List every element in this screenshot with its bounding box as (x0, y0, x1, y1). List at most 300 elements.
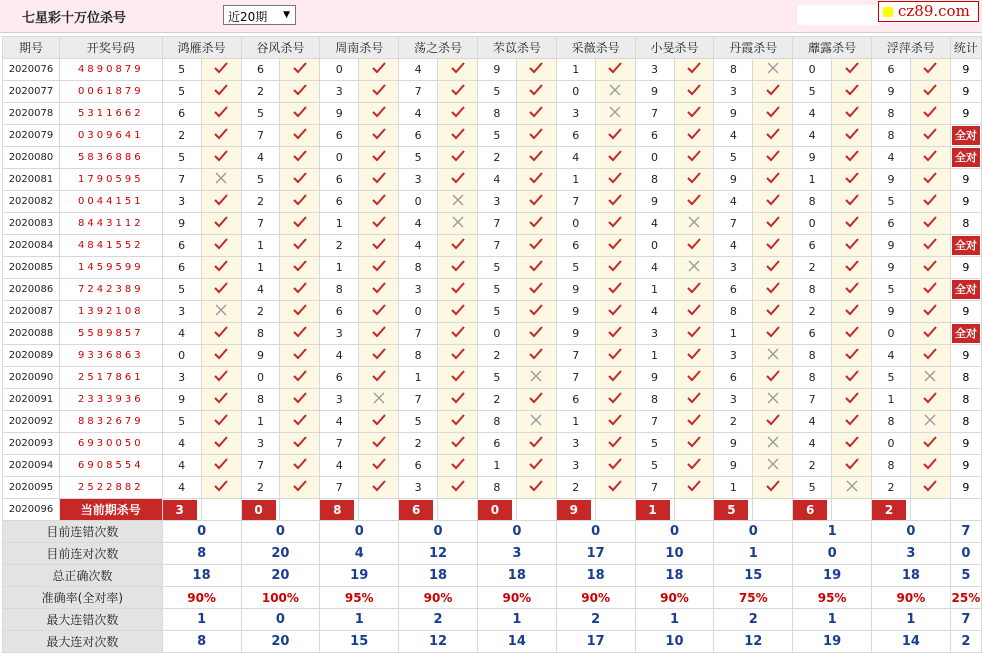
kill-value-cell: 0 (793, 213, 832, 235)
kill-value-cell: 0 (477, 323, 516, 345)
check-icon (450, 347, 466, 361)
result-mark-cell (516, 147, 556, 169)
summary-value: 14 (477, 631, 556, 653)
check-icon (450, 391, 466, 405)
kill-value-cell: 0 (635, 147, 674, 169)
result-mark-cell (359, 411, 399, 433)
result-mark-cell (753, 301, 793, 323)
kill-value-cell: 2 (477, 389, 516, 411)
kill-value-cell: 7 (556, 367, 595, 389)
result-mark-cell (438, 367, 478, 389)
result-mark-cell (359, 367, 399, 389)
check-icon (371, 281, 387, 295)
draw-number-cell: 2517861 (59, 367, 162, 389)
result-mark-cell (595, 455, 635, 477)
kill-value-cell: 8 (320, 279, 359, 301)
table-row (3, 81, 982, 103)
period-cell: 2020078 (3, 103, 60, 125)
col-expert-4: 荡之杀号 (399, 37, 478, 59)
kill-value-cell: 7 (241, 125, 280, 147)
kill-value-cell: 8 (872, 455, 911, 477)
result-mark-cell (359, 455, 399, 477)
period-cell: 2020088 (3, 323, 60, 345)
result-mark-cell (595, 125, 635, 147)
result-mark-cell (359, 477, 399, 499)
check-icon (292, 171, 308, 185)
summary-value: 95% (320, 587, 399, 609)
result-mark-cell (674, 455, 714, 477)
kill-value-cell: 7 (320, 433, 359, 455)
result-mark-cell (438, 279, 478, 301)
result-mark-cell (595, 257, 635, 279)
stat-cell (950, 433, 981, 455)
result-mark-cell (280, 301, 320, 323)
result-mark-cell (753, 389, 793, 411)
kill-value-cell: 1 (635, 345, 674, 367)
result-mark-cell (832, 103, 872, 125)
result-mark-cell (201, 455, 241, 477)
check-icon (292, 347, 308, 361)
result-mark-cell (674, 279, 714, 301)
summary-label: 目前连错次数 (3, 521, 163, 543)
kill-value-cell: 5 (556, 257, 595, 279)
col-period: 期号 (3, 37, 60, 59)
kill-value-cell: 5 (399, 147, 438, 169)
check-icon (371, 325, 387, 339)
current-kill-badge: 0 (242, 500, 276, 520)
result-mark-cell (910, 455, 950, 477)
summary-label: 目前连对次数 (3, 543, 163, 565)
check-icon (292, 303, 308, 317)
summary-label: 总正确次数 (3, 565, 163, 587)
result-mark-cell (516, 59, 556, 81)
result-mark-cell (832, 389, 872, 411)
kill-value-cell: 4 (714, 191, 753, 213)
result-mark-cell (674, 411, 714, 433)
stat-cell (950, 81, 981, 103)
result-mark-cell (595, 433, 635, 455)
check-icon (213, 237, 229, 251)
result-mark-cell (753, 455, 793, 477)
current-kill-cell (793, 499, 832, 521)
result-mark-cell (280, 455, 320, 477)
check-icon (607, 413, 623, 427)
kill-value-cell: 9 (162, 213, 201, 235)
kill-value-cell: 7 (556, 345, 595, 367)
current-kill-badge: 5 (714, 500, 748, 520)
kill-value-cell: 7 (241, 213, 280, 235)
current-empty-cell (201, 499, 241, 521)
check-icon (922, 215, 938, 229)
current-kill-cell (399, 499, 438, 521)
top-bar (0, 0, 982, 33)
current-kill-cell (556, 499, 595, 521)
draw-number-cell: 2333936 (59, 389, 162, 411)
kill-value-cell: 5 (477, 257, 516, 279)
table-row (3, 169, 982, 191)
kill-value-cell: 9 (635, 367, 674, 389)
result-mark-cell (438, 323, 478, 345)
kill-value-cell: 7 (793, 389, 832, 411)
result-mark-cell (595, 235, 635, 257)
summary-label: 准确率(全对率) (3, 587, 163, 609)
kill-value-cell: 7 (635, 103, 674, 125)
result-mark-cell (832, 169, 872, 191)
result-mark-cell (201, 147, 241, 169)
draw-number-cell: 7242389 (59, 279, 162, 301)
current-kill-cell (872, 499, 911, 521)
result-mark-cell (516, 213, 556, 235)
kill-value-cell: 2 (477, 147, 516, 169)
period-cell: 2020091 (3, 389, 60, 411)
result-mark-cell (674, 213, 714, 235)
stat-value: 9 (962, 63, 970, 76)
check-icon (607, 435, 623, 449)
kill-value-cell: 8 (241, 323, 280, 345)
result-mark-cell (832, 477, 872, 499)
table-row (3, 279, 982, 301)
period-cell: 2020083 (3, 213, 60, 235)
check-icon (922, 171, 938, 185)
result-mark-cell (674, 147, 714, 169)
kill-value-cell: 8 (872, 411, 911, 433)
kill-value-cell: 9 (635, 81, 674, 103)
check-icon (528, 303, 544, 317)
all-correct-badge: 全对 (952, 148, 980, 167)
kill-value-cell: 3 (714, 345, 753, 367)
result-mark-cell (438, 235, 478, 257)
kill-value-cell: 3 (556, 433, 595, 455)
summary-value: 0 (793, 543, 872, 565)
check-icon (450, 149, 466, 163)
result-mark-cell (280, 345, 320, 367)
col-draw: 开奖号码 (59, 37, 162, 59)
stat-cell (950, 147, 981, 169)
cross-icon (922, 413, 938, 427)
summary-value: 1 (793, 609, 872, 631)
result-mark-cell (595, 279, 635, 301)
result-mark-cell (910, 323, 950, 345)
result-mark-cell (832, 213, 872, 235)
current-empty-cell (674, 499, 714, 521)
col-expert-6: 采薇杀号 (556, 37, 635, 59)
check-icon (528, 479, 544, 493)
check-icon (213, 479, 229, 493)
draw-number-cell: 5311662 (59, 103, 162, 125)
summary-value: 25% (950, 587, 981, 609)
result-mark-cell (674, 345, 714, 367)
kill-value-cell: 5 (399, 411, 438, 433)
table-row (3, 367, 982, 389)
stat-value: 9 (962, 481, 970, 494)
result-mark-cell (910, 213, 950, 235)
kill-value-cell: 8 (241, 389, 280, 411)
check-icon (528, 171, 544, 185)
check-icon (371, 83, 387, 97)
current-kill-badge: 3 (163, 500, 197, 520)
summary-value: 90% (872, 587, 951, 609)
result-mark-cell (910, 147, 950, 169)
check-icon (450, 369, 466, 383)
stat-cell (950, 191, 981, 213)
result-mark-cell (438, 103, 478, 125)
check-icon (922, 105, 938, 119)
draw-number-cell: 4890879 (59, 59, 162, 81)
result-mark-cell (201, 301, 241, 323)
result-mark-cell (280, 235, 320, 257)
kill-value-cell: 9 (872, 235, 911, 257)
summary-value: 100% (241, 587, 320, 609)
kill-value-cell: 2 (399, 433, 438, 455)
check-icon (371, 413, 387, 427)
cross-icon (213, 171, 229, 185)
col-expert-9: 蘼露杀号 (793, 37, 872, 59)
result-mark-cell (359, 191, 399, 213)
period-cell: 2020093 (3, 433, 60, 455)
check-icon (765, 413, 781, 427)
current-kill-badge: 6 (793, 500, 827, 520)
check-icon (292, 435, 308, 449)
check-icon (213, 105, 229, 119)
check-icon (844, 149, 860, 163)
kill-value-cell: 3 (714, 257, 753, 279)
check-icon (213, 347, 229, 361)
check-icon (922, 281, 938, 295)
kill-value-cell: 6 (399, 455, 438, 477)
check-icon (765, 259, 781, 273)
kill-value-cell: 3 (477, 191, 516, 213)
result-mark-cell (280, 389, 320, 411)
result-mark-cell (438, 81, 478, 103)
result-mark-cell (595, 191, 635, 213)
kill-value-cell: 6 (793, 235, 832, 257)
kill-value-cell: 4 (399, 103, 438, 125)
draw-number-cell: 6930050 (59, 433, 162, 455)
check-icon (371, 479, 387, 493)
check-icon (528, 149, 544, 163)
check-icon (292, 457, 308, 471)
cross-icon (686, 259, 702, 273)
cross-icon (450, 193, 466, 207)
table-row (3, 301, 982, 323)
result-mark-cell (516, 191, 556, 213)
kill-value-cell: 4 (793, 103, 832, 125)
check-icon (607, 391, 623, 405)
result-mark-cell (438, 169, 478, 191)
check-icon (292, 83, 308, 97)
summary-value: 1 (162, 609, 241, 631)
check-icon (686, 369, 702, 383)
check-icon (686, 193, 702, 207)
result-mark-cell (359, 345, 399, 367)
site-logo[interactable] (878, 1, 979, 22)
kill-value-cell: 6 (635, 125, 674, 147)
result-mark-cell (201, 411, 241, 433)
summary-value: 18 (162, 565, 241, 587)
cross-icon (844, 479, 860, 493)
period-cell: 2020086 (3, 279, 60, 301)
check-icon (371, 435, 387, 449)
kill-value-cell: 7 (635, 411, 674, 433)
kill-value-cell: 4 (399, 235, 438, 257)
check-icon (528, 237, 544, 251)
summary-value: 2 (399, 609, 478, 631)
result-mark-cell (359, 147, 399, 169)
cross-icon (528, 369, 544, 383)
summary-row (3, 609, 982, 631)
result-mark-cell (201, 59, 241, 81)
kill-value-cell: 9 (793, 147, 832, 169)
period-cell: 2020080 (3, 147, 60, 169)
check-icon (528, 193, 544, 207)
summary-value: 1 (872, 609, 951, 631)
current-kill-badge: 1 (636, 500, 670, 520)
kill-value-cell: 5 (635, 433, 674, 455)
kill-value-cell: 0 (793, 59, 832, 81)
result-mark-cell (438, 455, 478, 477)
period-select[interactable] (223, 5, 296, 25)
result-mark-cell (753, 279, 793, 301)
result-mark-cell (910, 103, 950, 125)
summary-value: 0 (162, 521, 241, 543)
check-icon (528, 215, 544, 229)
draw-number-cell: 4841552 (59, 235, 162, 257)
summary-label: 最大连错次数 (3, 609, 163, 631)
summary-value: 7 (950, 609, 981, 631)
draw-number-cell: 8443112 (59, 213, 162, 235)
stat-value: 8 (962, 393, 970, 406)
check-icon (450, 435, 466, 449)
table-row (3, 257, 982, 279)
result-mark-cell (910, 367, 950, 389)
kill-value-cell: 9 (872, 257, 911, 279)
check-icon (686, 435, 702, 449)
check-icon (844, 83, 860, 97)
result-mark-cell (674, 301, 714, 323)
check-icon (528, 457, 544, 471)
result-mark-cell (753, 81, 793, 103)
period-cell: 2020095 (3, 477, 60, 499)
check-icon (371, 105, 387, 119)
check-icon (292, 215, 308, 229)
result-mark-cell (595, 477, 635, 499)
check-icon (213, 281, 229, 295)
check-icon (686, 237, 702, 251)
summary-value: 90% (556, 587, 635, 609)
result-mark-cell (359, 323, 399, 345)
summary-value: 19 (793, 565, 872, 587)
check-icon (844, 457, 860, 471)
cross-icon (922, 369, 938, 383)
kill-value-cell: 6 (162, 257, 201, 279)
stat-cell (950, 389, 981, 411)
result-mark-cell (280, 279, 320, 301)
result-mark-cell (595, 103, 635, 125)
check-icon (765, 193, 781, 207)
result-mark-cell (359, 279, 399, 301)
summary-value: 19 (793, 631, 872, 653)
kill-value-cell: 3 (399, 477, 438, 499)
check-icon (607, 215, 623, 229)
check-icon (844, 259, 860, 273)
result-mark-cell (438, 411, 478, 433)
col-expert-7: 小旻杀号 (635, 37, 714, 59)
kill-value-cell: 9 (162, 389, 201, 411)
period-cell: 2020092 (3, 411, 60, 433)
check-icon (292, 369, 308, 383)
kill-value-cell: 7 (477, 213, 516, 235)
check-icon (371, 369, 387, 383)
page-title: 七星彩十万位杀号 (22, 11, 127, 26)
summary-value: 12 (399, 631, 478, 653)
kill-value-cell: 0 (556, 81, 595, 103)
result-mark-cell (910, 257, 950, 279)
check-icon (922, 83, 938, 97)
result-mark-cell (516, 477, 556, 499)
result-mark-cell (516, 103, 556, 125)
summary-row (3, 521, 982, 543)
result-mark-cell (910, 81, 950, 103)
check-icon (450, 413, 466, 427)
table-header (3, 37, 982, 59)
kill-value-cell: 1 (241, 257, 280, 279)
kill-value-cell: 1 (241, 235, 280, 257)
search-box[interactable] (797, 5, 881, 25)
summary-row (3, 565, 982, 587)
result-mark-cell (832, 59, 872, 81)
kill-value-cell: 5 (162, 279, 201, 301)
kill-value-cell: 6 (477, 433, 516, 455)
kill-number-table (2, 36, 982, 653)
check-icon (528, 391, 544, 405)
kill-value-cell: 2 (241, 477, 280, 499)
summary-value: 90% (477, 587, 556, 609)
check-icon (844, 303, 860, 317)
check-icon (686, 83, 702, 97)
check-icon (686, 171, 702, 185)
result-mark-cell (280, 147, 320, 169)
result-mark-cell (516, 323, 556, 345)
check-icon (450, 281, 466, 295)
current-empty-cell (438, 499, 478, 521)
kill-value-cell: 4 (635, 213, 674, 235)
result-mark-cell (674, 433, 714, 455)
check-icon (528, 105, 544, 119)
result-mark-cell (201, 433, 241, 455)
check-icon (292, 325, 308, 339)
result-mark-cell (438, 433, 478, 455)
kill-value-cell: 6 (872, 213, 911, 235)
check-icon (765, 479, 781, 493)
result-mark-cell (595, 81, 635, 103)
check-icon (371, 303, 387, 317)
result-mark-cell (516, 81, 556, 103)
check-icon (213, 369, 229, 383)
kill-value-cell: 7 (635, 477, 674, 499)
kill-value-cell: 8 (477, 411, 516, 433)
check-icon (686, 61, 702, 75)
result-mark-cell (438, 345, 478, 367)
col-stat: 统计 (950, 37, 981, 59)
kill-value-cell: 9 (635, 191, 674, 213)
kill-value-cell: 1 (714, 477, 753, 499)
result-mark-cell (832, 433, 872, 455)
kill-value-cell: 4 (635, 301, 674, 323)
kill-value-cell: 2 (241, 191, 280, 213)
kill-value-cell: 3 (162, 301, 201, 323)
check-icon (371, 347, 387, 361)
kill-value-cell: 4 (320, 455, 359, 477)
